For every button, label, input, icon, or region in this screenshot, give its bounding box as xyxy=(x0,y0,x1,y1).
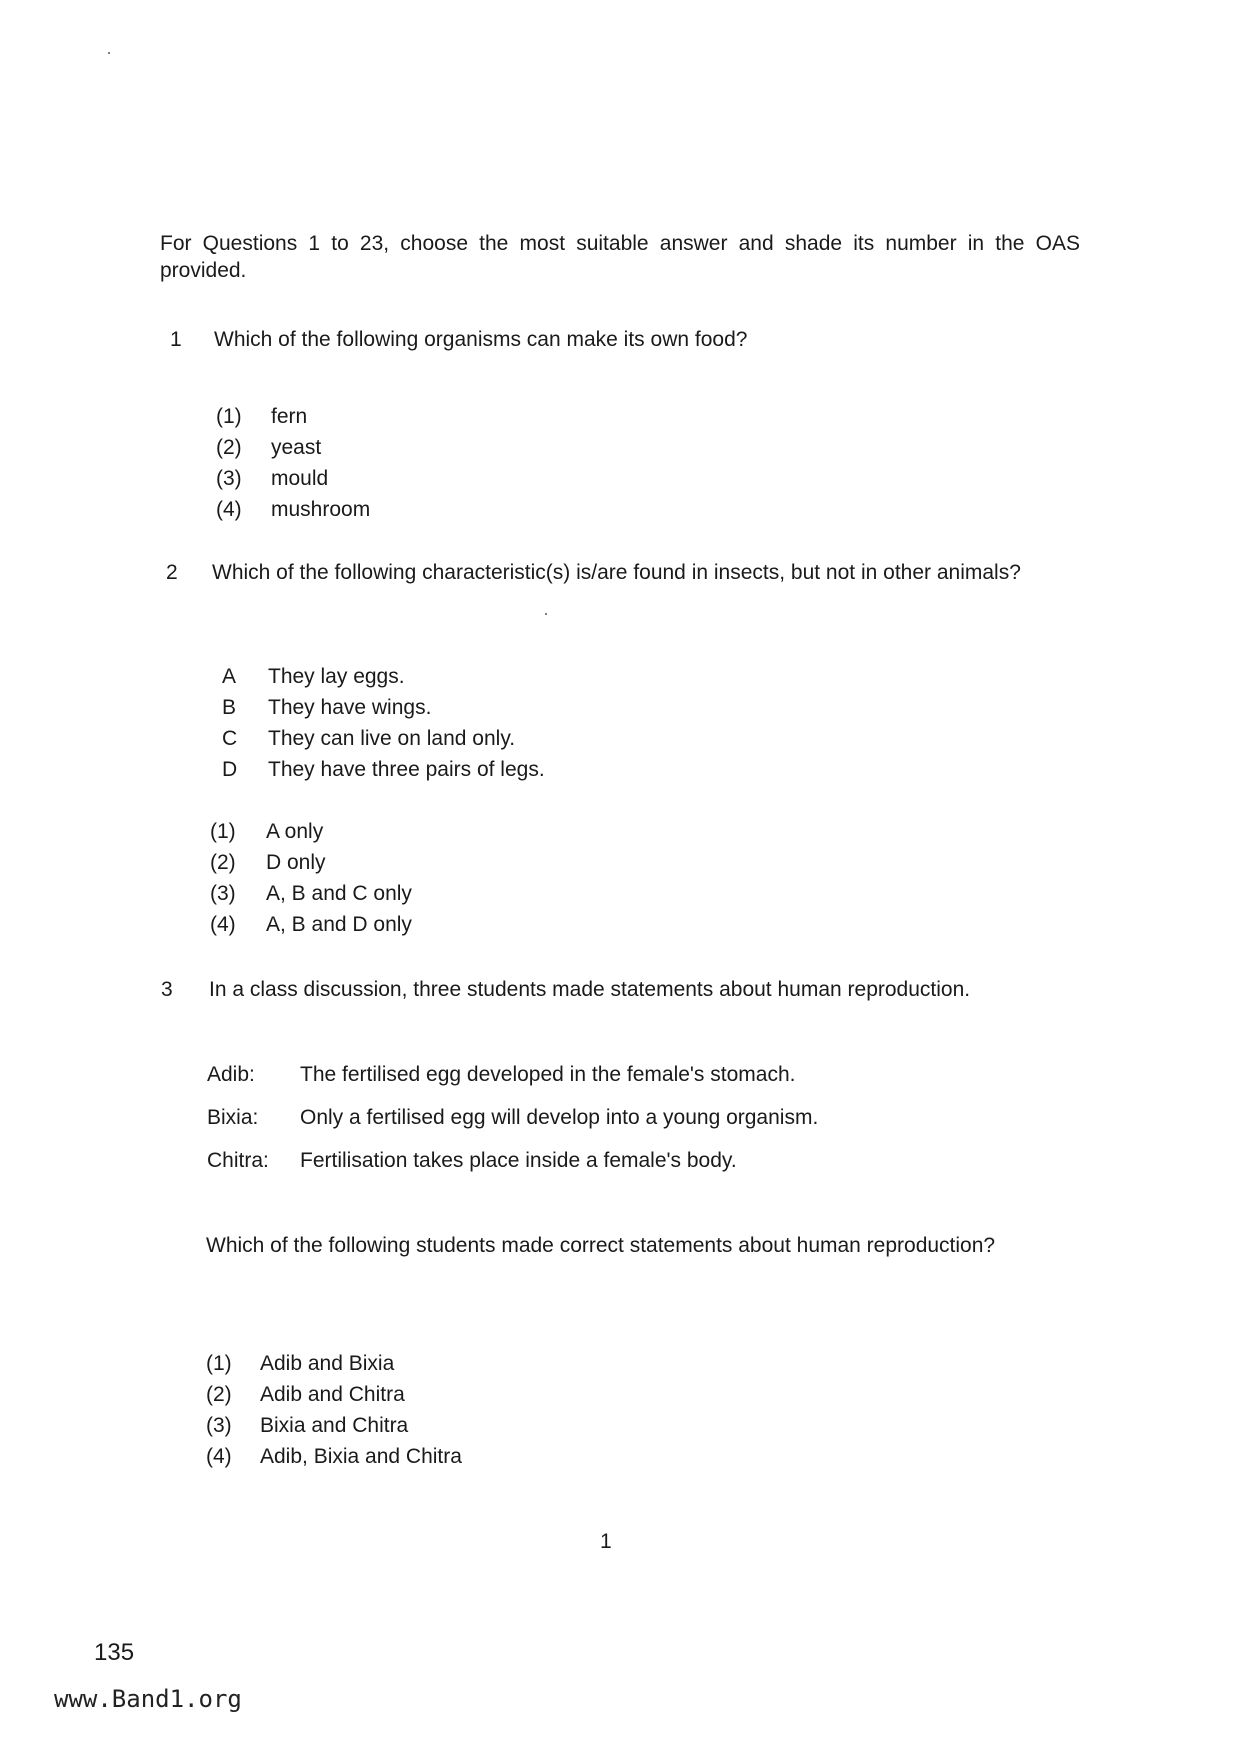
option-label: (3) xyxy=(210,882,236,905)
statement-speaker: Bixia: xyxy=(207,1106,259,1129)
option-label: (2) xyxy=(216,436,242,459)
option-label: (2) xyxy=(206,1383,232,1406)
follow-up-question: Which of the following students made correct statements about human reproduction? xyxy=(206,1234,996,1257)
statement-text: They can live on land only. xyxy=(268,727,516,750)
option-text: mould xyxy=(271,467,329,490)
option-label: (1) xyxy=(210,820,236,843)
statement-text: Fertilisation takes place inside a female's body. xyxy=(300,1149,737,1172)
option-label: (3) xyxy=(206,1414,232,1437)
statement-label: A xyxy=(222,665,237,688)
option-label: (3) xyxy=(216,467,242,490)
option-text: Adib and Chitra xyxy=(260,1383,405,1406)
option-label: (4) xyxy=(210,913,236,936)
option-label: (1) xyxy=(206,1352,232,1375)
option-text: Adib and Bixia xyxy=(260,1352,395,1375)
option-text: Adib, Bixia and Chitra xyxy=(260,1445,462,1468)
statement-label: C xyxy=(222,727,238,750)
scan-speck xyxy=(545,613,547,615)
question-text: Which of the following organisms can make its own food? xyxy=(214,328,748,351)
instructions: For Questions 1 to 23, choose the most suitable answer and shade its number in the OAS provided. xyxy=(160,232,1080,283)
statement-text: Only a fertilised egg will develop into a young organism. xyxy=(300,1106,819,1129)
option-label: (1) xyxy=(216,405,242,428)
side-page-number: 135 xyxy=(94,1639,135,1666)
page-number: 1 xyxy=(600,1530,612,1553)
statement-text: The fertilised egg developed in the female's stomach. xyxy=(300,1063,796,1086)
option-text: yeast xyxy=(271,436,322,459)
option-label: (2) xyxy=(210,851,236,874)
question-text: In a class discussion, three students made statements about human reproduction. xyxy=(209,978,971,1001)
question-number: 3 xyxy=(161,978,173,1001)
statement-text: They lay eggs. xyxy=(268,665,405,688)
question-number: 1 xyxy=(170,328,182,351)
option-text: fern xyxy=(271,405,308,428)
statement-text: They have wings. xyxy=(268,696,432,719)
question-text: Which of the following characteristic(s) is/are found in insects, but not in other animals? xyxy=(212,561,1021,584)
option-text: A, B and C only xyxy=(266,882,412,905)
option-text: D only xyxy=(266,851,326,874)
question-number: 2 xyxy=(166,561,178,584)
statement-label: D xyxy=(222,758,238,781)
statement-speaker: Adib: xyxy=(207,1063,255,1086)
option-text: A only xyxy=(266,820,324,843)
option-text: Bixia and Chitra xyxy=(260,1414,409,1437)
option-label: (4) xyxy=(216,498,242,521)
scan-speck xyxy=(108,52,110,54)
statement-text: They have three pairs of legs. xyxy=(268,758,545,781)
statement-label: B xyxy=(222,696,237,719)
option-text: A, B and D only xyxy=(266,913,412,936)
option-text: mushroom xyxy=(271,498,371,521)
statement-speaker: Chitra: xyxy=(207,1149,269,1172)
option-label: (4) xyxy=(206,1445,232,1468)
watermark: www.Band1.org xyxy=(54,1685,242,1713)
